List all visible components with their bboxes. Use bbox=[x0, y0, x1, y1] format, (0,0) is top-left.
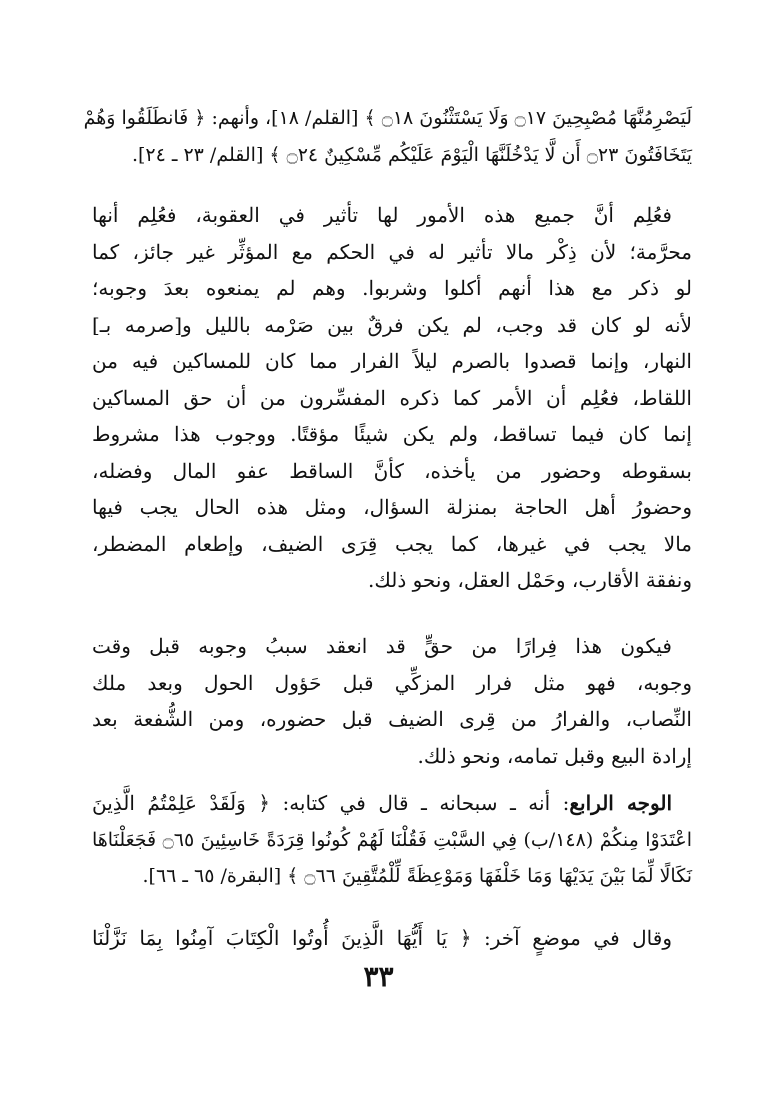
text-line: نَكَالًا لِّمَا بَيْنَ يَدَيْهَا وَمَا خَلْفَهَا وَمَوْعِظَةً لِّلْمُتَّقِينَ ۝٦٦ ﴾ [البقرة/ ٦٥ ـ ٦٦]. bbox=[142, 865, 692, 887]
paragraph-4 bbox=[92, 920, 692, 957]
text-line: اعْتَدَوْا مِنكُمْ (١٤٨/ب) فِي السَّبْتِ فَقُلْنَا لَهُمْ كُونُوا قِرَدَةً خَاسِئِينَ ۝٦٥ فَجَعَلْنَاهَا bbox=[92, 828, 692, 851]
section-heading: الوجه الرابع bbox=[569, 791, 673, 815]
text-line: وجوبه، فهو مثل فرار المزكِّي قبل حَؤول الحول وبعد ملك bbox=[92, 670, 692, 695]
text-line bbox=[92, 785, 692, 822]
text-line: وحضورُ أهل الحاجة بمنزلة السؤال، ومثل هذه الحال يجب فيها bbox=[92, 495, 692, 519]
paragraph-3 bbox=[92, 785, 692, 895]
text-line: لو ذكر مع هذا أنهم أكلوا وشربوا. وهم لم يمنعوه بعدَ وجوبه؛ bbox=[92, 276, 692, 300]
paragraph-2 bbox=[92, 628, 692, 774]
quran-quote-block bbox=[83, 100, 692, 173]
text-line: محرَّمة؛ لأن ذِكْر مالا تأثير له في الحكم مع المؤثِّر غير جائز، كما bbox=[92, 239, 692, 264]
text-line: لأنه لو كان قد وجب، لم يكن فرقٌ بين صَرْمه بالليل و[صرمه بـ] bbox=[92, 312, 692, 337]
text-line: فيكون هذا فِرارًا من حقٍّ قد انعقد سببُ وجوبه قبل وقت bbox=[92, 634, 672, 658]
text-line: وقال في موضعٍ آخر: ﴿ يَا أَيُّهَا الَّذِينَ أُوتُوا الْكِتَابَ آمِنُوا بِمَا نَزَّلْنَا bbox=[92, 926, 672, 950]
text-line: النهار، وإنما قصدوا بالصرم ليلاً الفرار مما كان للمساكين فيه من bbox=[92, 349, 692, 373]
text-line: فعُلِم أنَّ جميع هذه الأمور لها تأثير في العقوبة، فعُلِم أنها bbox=[92, 203, 672, 227]
page-number: ٣٣ bbox=[363, 960, 394, 993]
text-line: إرادة البيع وقبل تمامه، ونحو ذلك. bbox=[417, 743, 692, 768]
text-line: النِّصاب، والفرارُ من قِرى الضيف قبل حضوره، ومن الشُّفعة بعد bbox=[92, 707, 692, 731]
text-line: اللقاط، فعُلِم أن الأمر كما ذكره المفسِّرون من أن حق المساكين bbox=[92, 385, 692, 410]
text-line: لَيَصْرِمُنَّهَا مُصْبِحِينَ ۝١٧ وَلَا يَسْتَثْنُونَ ۝١٨ ﴾ [القلم/ ١٨]، وأنهم: ﴿ فَانطَلَقُوا وَهُمْ bbox=[83, 107, 692, 129]
text-line: ونفقة الأقارب، وحَمْل العقل، ونحو ذلك. bbox=[368, 568, 692, 592]
text-line: مالا يجب في غيرها، كما يجب قِرَى الضيف، وإطعام المضطر، bbox=[92, 531, 692, 556]
text-line: إنما كان فيما تساقط، ولم يكن شيئًا مؤقتًا. ووجوب هذا مشروط bbox=[92, 422, 692, 446]
text-line: بسقوطه وحضور من يأخذه، كأنَّ الساقط عفو المال وفضله، bbox=[92, 458, 692, 483]
paragraph-1 bbox=[92, 197, 692, 599]
text-line-rest: : أنه ـ سبحانه ـ قال في كتابه: ﴿ وَلَقَدْ عَلِمْتُمُ الَّذِينَ bbox=[92, 791, 570, 815]
text-line: يَتَخَافَتُونَ ۝٢٣ أَن لَّا يَدْخُلَنَّهَا الْيَوْمَ عَلَيْكُم مِّسْكِينٌ ۝٢٤ ﴾ [القلم/ ٢٣ ـ ٢٤]. bbox=[131, 143, 692, 166]
